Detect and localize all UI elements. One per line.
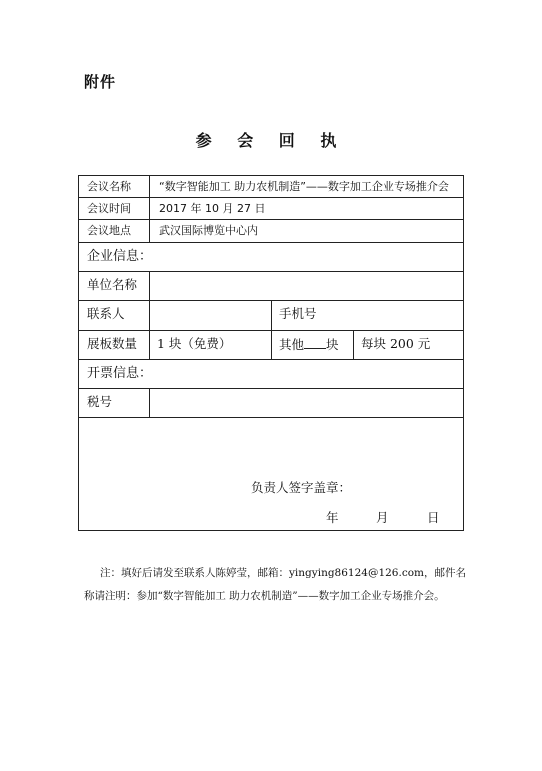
meeting-time-value: 2017 年 10 月 27 日 bbox=[159, 202, 266, 215]
attachment-label: 附件 bbox=[84, 73, 117, 91]
row-divider bbox=[79, 388, 463, 389]
column-divider bbox=[149, 176, 150, 242]
form-title: 参 会 回 执 bbox=[195, 131, 347, 150]
unit-name-label: 单位名称 bbox=[87, 277, 138, 292]
booth-price: 每块 200 元 bbox=[361, 336, 431, 351]
other-blank bbox=[304, 338, 326, 349]
meeting-time-label: 会议时间 bbox=[87, 202, 131, 215]
note-line-1: 注：填好后请发至联系人陈婷莹，邮箱：yingying86124@126.com，邮件名 bbox=[100, 567, 466, 579]
meeting-name-label: 会议名称 bbox=[87, 180, 131, 193]
booth-count-value: 1 块（免费） bbox=[157, 336, 232, 351]
column-divider bbox=[353, 330, 354, 359]
row-divider bbox=[79, 197, 463, 198]
column-divider bbox=[149, 388, 150, 417]
meeting-place-value: 武汉国际博览中心内 bbox=[159, 224, 258, 237]
signature-month: 月 bbox=[376, 510, 389, 525]
booth-count-label: 展板数量 bbox=[87, 336, 138, 351]
tax-id-label: 税号 bbox=[87, 394, 113, 409]
row-divider bbox=[79, 242, 463, 243]
phone-label: 手机号 bbox=[279, 306, 317, 321]
signature-label: 负责人签字盖章： bbox=[251, 480, 352, 495]
row-divider bbox=[79, 219, 463, 220]
signature-year: 年 bbox=[326, 510, 339, 525]
other-prefix: 其他 bbox=[279, 337, 305, 352]
invoice-section-heading: 开票信息： bbox=[87, 366, 153, 381]
column-divider bbox=[149, 271, 150, 359]
contact-label: 联系人 bbox=[87, 306, 125, 321]
column-divider bbox=[271, 300, 272, 359]
receipt-form bbox=[78, 175, 464, 531]
other-suffix: 块 bbox=[326, 337, 339, 352]
note-line-2: 称请注明：参加“数字智能加工 助力农机制造”——数字加工企业专场推介会。 bbox=[84, 590, 445, 602]
other-booths bbox=[279, 338, 339, 352]
company-section-heading: 企业信息： bbox=[87, 249, 153, 264]
meeting-name-value: “数字智能加工 助力农机制造”——数字加工企业专场推介会 bbox=[159, 180, 449, 193]
row-divider bbox=[79, 271, 463, 272]
signature-day: 日 bbox=[427, 510, 440, 525]
row-divider bbox=[79, 417, 463, 418]
row-divider bbox=[79, 359, 463, 360]
meeting-place-label: 会议地点 bbox=[87, 224, 131, 237]
